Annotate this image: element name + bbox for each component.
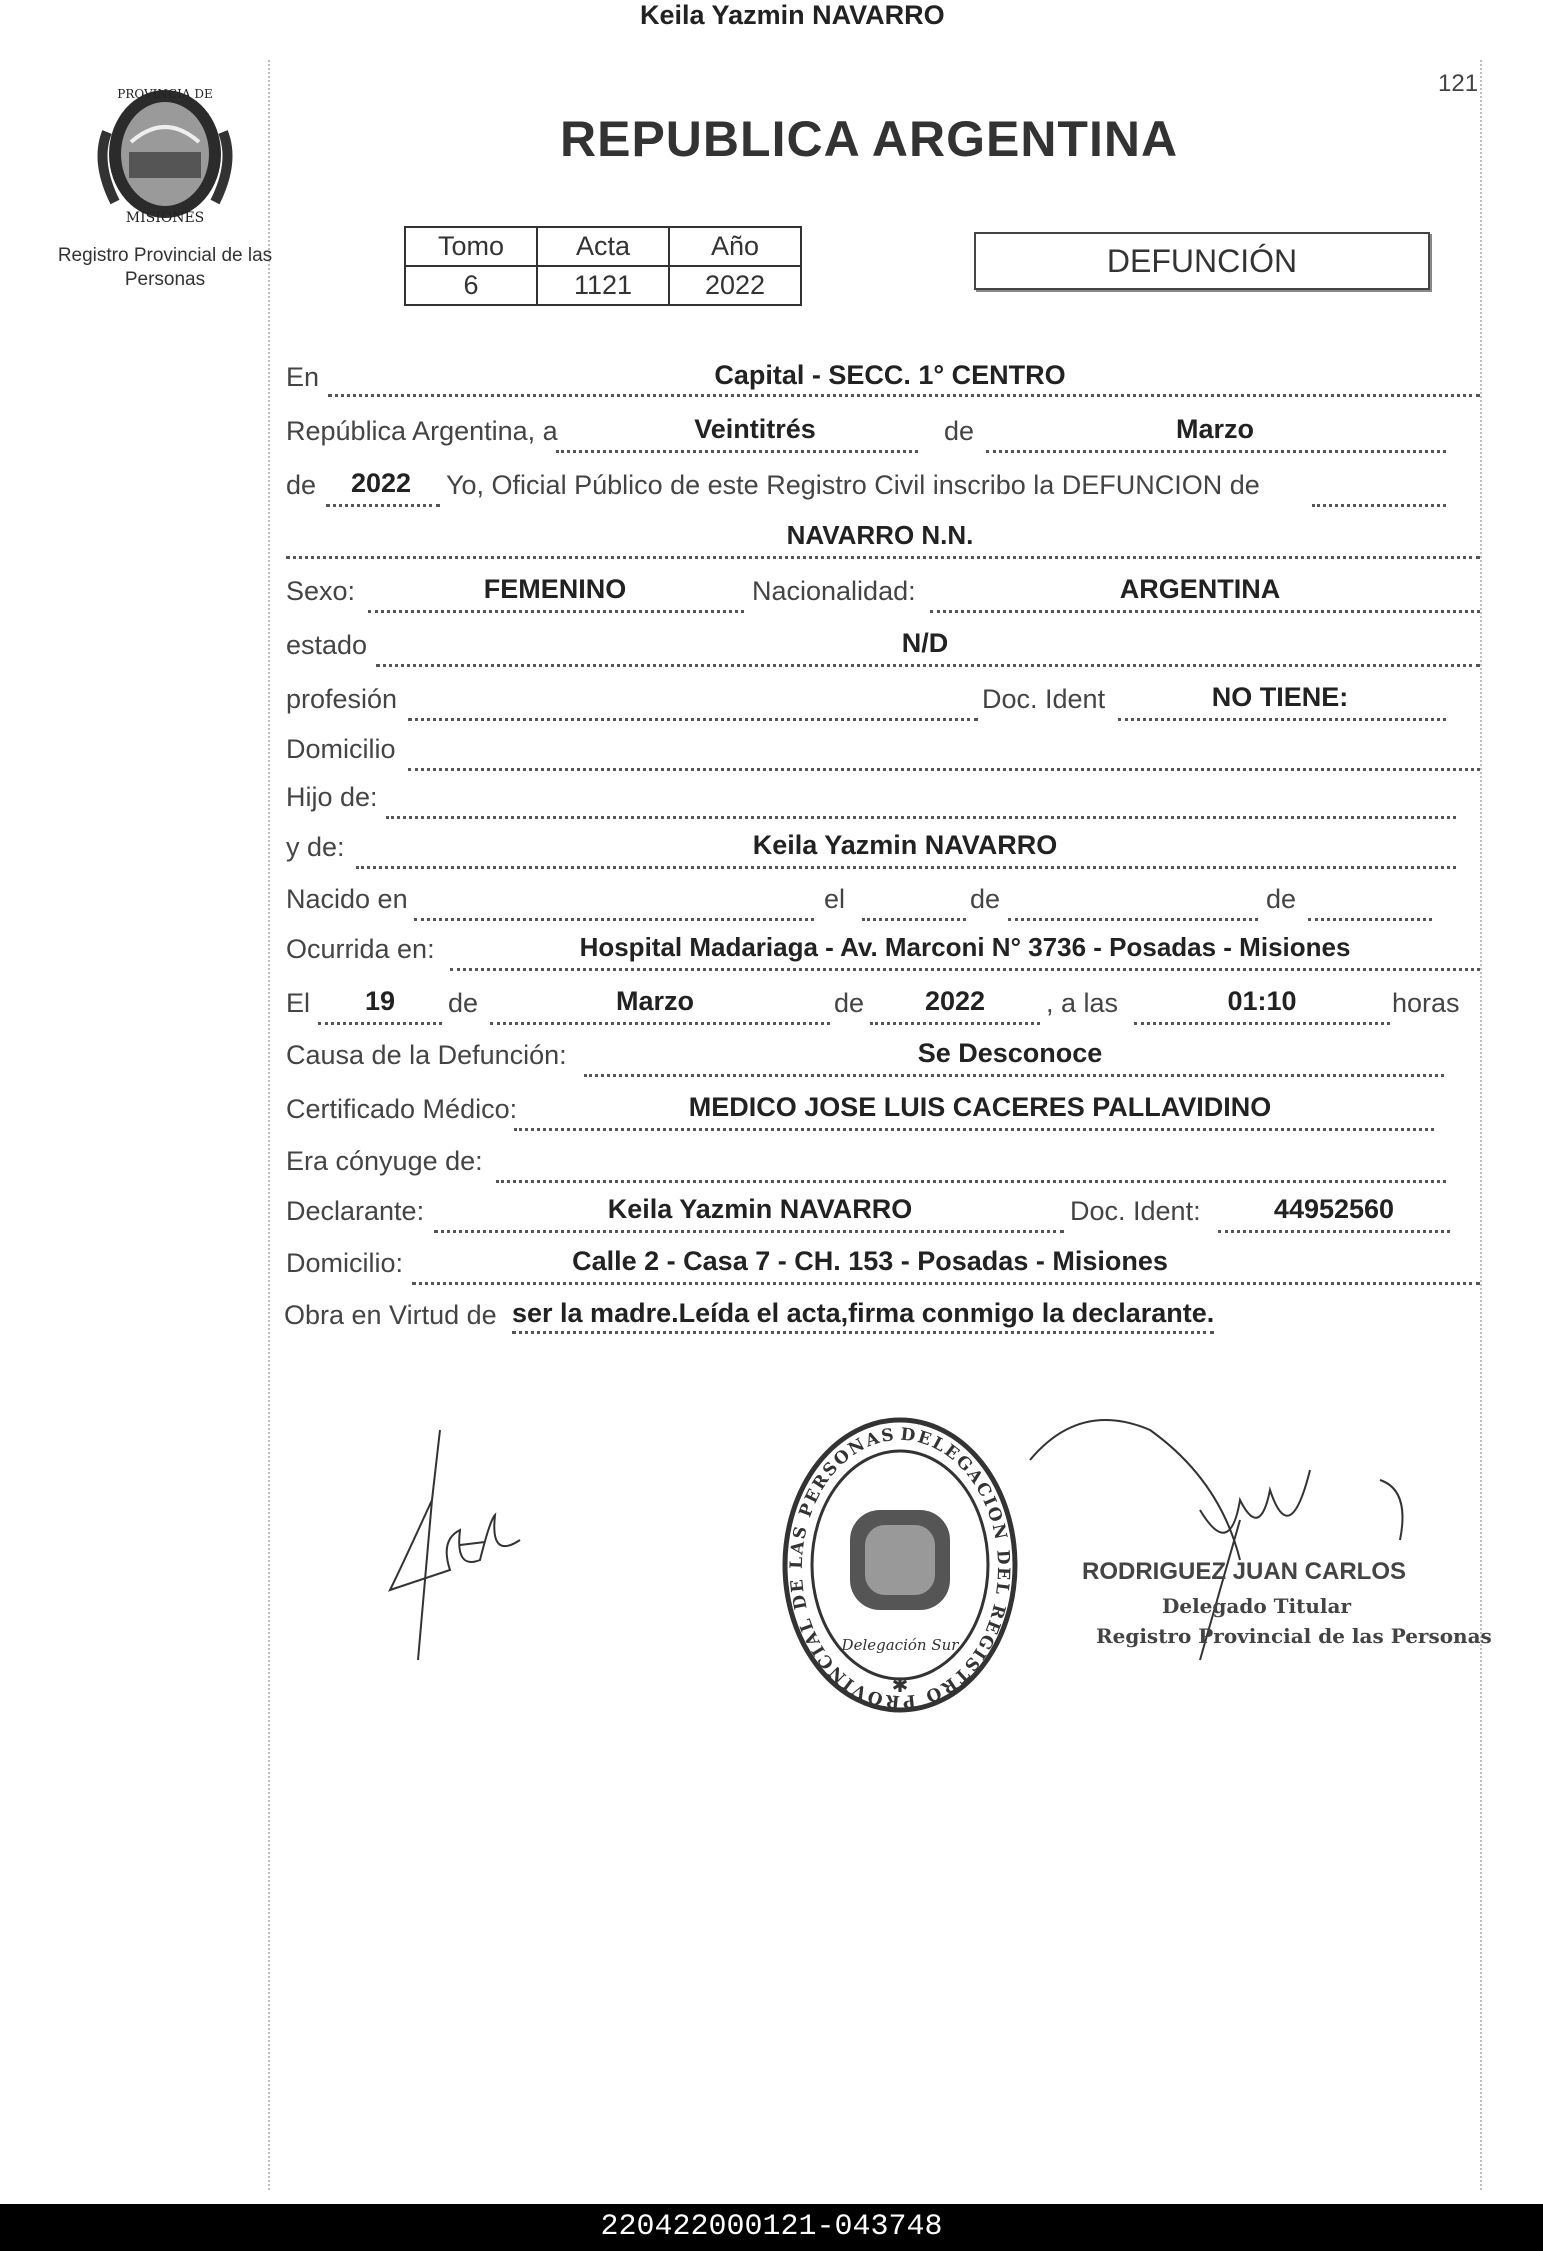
record-type-box: DEFUNCIÓN [974,232,1430,290]
crest-text-bottom: MISIONES [125,210,205,226]
label-certificado: Certificado Médico: [286,1094,518,1124]
dotted-line [1134,1022,1390,1025]
right-margin-line [1480,60,1482,2190]
registry-name: Registro Provincial de las Personas [57,245,273,290]
value-fecha-dia: 19 [364,986,396,1016]
record-table [404,226,802,306]
value-declarante-doc: 44952560 [1273,1194,1395,1224]
signatory-role: Delegado Titular [1162,1594,1351,1618]
dotted-line [870,1022,1040,1025]
dotted-line [514,1128,1434,1131]
dotted-line [386,816,1456,819]
value-lugar: Capital - SECC. 1° CENTRO [714,360,1066,390]
stamp-inner-text: Delegación Sur [841,1636,959,1654]
value-declarante-domicilio: Calle 2 - Casa 7 - CH. 153 - Posadas - Misiones [572,1246,1168,1276]
label-ocurrida-en: Ocurrida en: [286,934,435,964]
label-conyuge: Era cónyuge de: [286,1146,483,1176]
value-madre: Keila Yazmin NAVARRO [640,0,945,30]
dotted-line [414,918,814,921]
table-value-tomo: 6 [405,266,537,305]
label-estado: estado [286,630,368,660]
page-title: REPUBLICA ARGENTINA [560,111,1179,167]
value-declarante: Keila Yazmin NAVARRO [607,1194,913,1224]
value-mes: Marzo [1175,414,1254,444]
document-code: 220422000121-043748 [0,2204,1543,2251]
label-el: El [286,988,311,1018]
declarant-signature [370,1420,540,1670]
dotted-line [412,1282,1480,1285]
value-madre-text: Keila Yazmin NAVARRO [752,830,1058,860]
label-en: En [286,362,320,392]
svg-text:✱: ✱ [891,1675,909,1697]
label-domicilio-declarante: Domicilio: [286,1248,404,1278]
dotted-line [930,610,1480,613]
dotted-line [1308,918,1432,921]
label-yo-oficial: Yo, Oficial Público de este Registro Civil inscribo la DEFUNCION de [446,470,1260,500]
label-de: de [448,988,479,1018]
dotted-line [490,1022,830,1025]
value-hora: 01:10 [1227,986,1297,1016]
dotted-line [496,1180,1446,1183]
misiones-crest-logo [85,72,245,232]
page-number: 121 [1438,70,1479,97]
label-doc-ident: Doc. Ident [982,684,1106,714]
value-estado: N/D [901,628,949,658]
label-de: de [1266,884,1297,914]
dotted-line [556,450,918,453]
label-declarante: Declarante: [286,1196,425,1226]
label-causa: Causa de la Defunción: [286,1040,567,1070]
crest-text-top: PROVINCIA DE [117,87,213,101]
label-republica: República Argentina, a [286,416,558,446]
official-stamp [770,1410,1030,1720]
label-el: el [824,884,846,914]
table-header-acta: Acta [537,227,669,266]
value-anio: 2022 [350,468,412,498]
dotted-line [356,866,1456,869]
label-doc-ident-declarante: Doc. Ident: [1070,1196,1201,1226]
value-causa: Se Desconoce [917,1038,1103,1068]
value-dia-letras: Veintitrés [694,414,816,444]
signatory-office: Registro Provincial de las Personas [1096,1624,1492,1648]
value-obra: ser la madre.Leída el acta,firma conmigo la declarante. [512,1298,1214,1334]
label-de: de [944,416,975,446]
value-nombre: NAVARRO N.N. [786,520,974,550]
dotted-line [326,504,440,507]
dotted-line [862,918,966,921]
value-fecha-anio: 2022 [924,986,986,1016]
dotted-line [434,1230,1064,1233]
table-header-tomo: Tomo [405,227,537,266]
label-obra: Obra en Virtud de [284,1300,497,1330]
dotted-line [450,968,1480,971]
dotted-line [318,1022,442,1025]
signatory-name: RODRIGUEZ JUAN CARLOS [1082,1558,1407,1585]
dotted-line [408,718,978,721]
value-certificado: MEDICO JOSE LUIS CACERES PALLAVIDINO [688,1092,1272,1122]
label-y-de: y de: [286,832,345,862]
label-sexo: Sexo: [286,576,356,606]
dotted-line [1218,1230,1450,1233]
table-header-anio: Año [669,227,801,266]
label-a-las: , a las [1046,988,1119,1018]
table-value-acta: 1121 [537,266,669,305]
dotted-line [408,768,1480,771]
label-de: de [970,884,1001,914]
label-horas: horas [1392,988,1460,1018]
dotted-line [328,394,1480,397]
label-nacido-en: Nacido en [286,884,408,914]
dotted-line [584,1074,1444,1077]
dotted-line [986,450,1446,453]
label-profesion: profesión [286,684,398,714]
dotted-line [1118,718,1446,721]
value-doc-ident: NO TIENE: [1211,682,1349,712]
label-de: de [286,470,317,500]
stamp-ring-text: DELEGACION DEL REGISTRO PROVINCIAL DE LAS PERSONAS [786,1424,1014,1712]
label-nacionalidad: Nacionalidad: [752,576,916,606]
dotted-line [286,556,1480,559]
value-nacionalidad: ARGENTINA [1119,574,1281,604]
dotted-line [376,664,1480,667]
value-ocurrida-en: Hospital Madariaga - Av. Marconi N° 3736 - Posadas - Misiones [579,932,1351,962]
label-domicilio: Domicilio [286,734,396,764]
dotted-line [368,610,744,613]
dotted-line [1312,504,1446,507]
left-margin-line [268,60,270,2190]
value-sexo: FEMENINO [483,574,627,604]
table-value-anio: 2022 [669,266,801,305]
dotted-line [1008,918,1258,921]
label-de: de [834,988,865,1018]
label-hijo-de: Hijo de: [286,782,378,812]
value-fecha-mes: Marzo [615,986,694,1016]
